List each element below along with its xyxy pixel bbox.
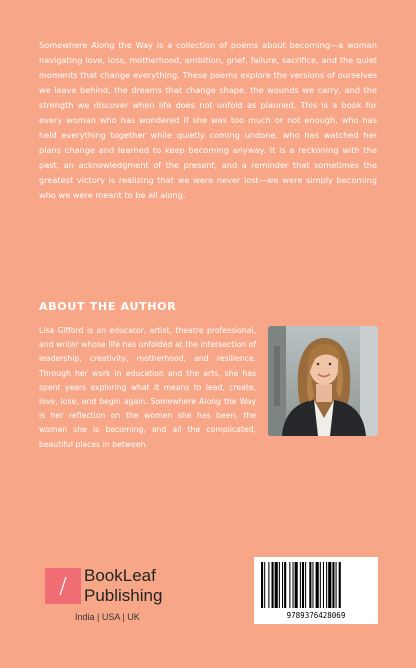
publisher-regions: India | USA | UK xyxy=(75,612,140,622)
barcode-bars xyxy=(260,562,372,608)
about-author-heading: ABOUT THE AUTHOR xyxy=(39,300,177,313)
author-photo xyxy=(268,326,378,436)
isbn-number: 9789376428069 xyxy=(286,611,346,620)
isbn-barcode xyxy=(254,557,378,624)
publisher-name-line2: Publishing xyxy=(84,586,163,605)
book-blurb: Somewhere Along the Way is a collection of poems about becoming—a woman navigating love, loss, motherhood, ambition, grief, failure, sacrifice, and the quiet moments that change everything. These poems explore the versions of ourselves we leave behind, the dreams that change shape, the wounds we carry, and the strength we discover when life does not unfold as planned. This is a book for every woman who has wondered if she was too much or not enough, who has held everything together while quietly coming undone, who has watched her plans change and learned to keep becoming anyway. It is a reckoning with the past, an acknowledgment of the present, and a reminder that sometimes the greatest victory is realizing that we were never lost—we were simply becoming who we were meant to be all along. xyxy=(39,40,377,200)
author-bio: Lisa Gifford is an educator, artist, theatre professional, and writer whose life has unfolded at the intersection of leadership, creativity, motherhood, and resilience. Through her work in education and the arts, she has spent years exploring what it means to lead, create, love, lose, and begin again. Somewhere Along the Way is her reflection on the women she has been, the woman she is becoming, and all the complicated, beautiful places in between. xyxy=(39,326,256,449)
publisher-name xyxy=(84,566,162,606)
bookleaf-logo-icon xyxy=(45,568,81,604)
publisher-name-line1: BookLeaf xyxy=(84,566,156,585)
